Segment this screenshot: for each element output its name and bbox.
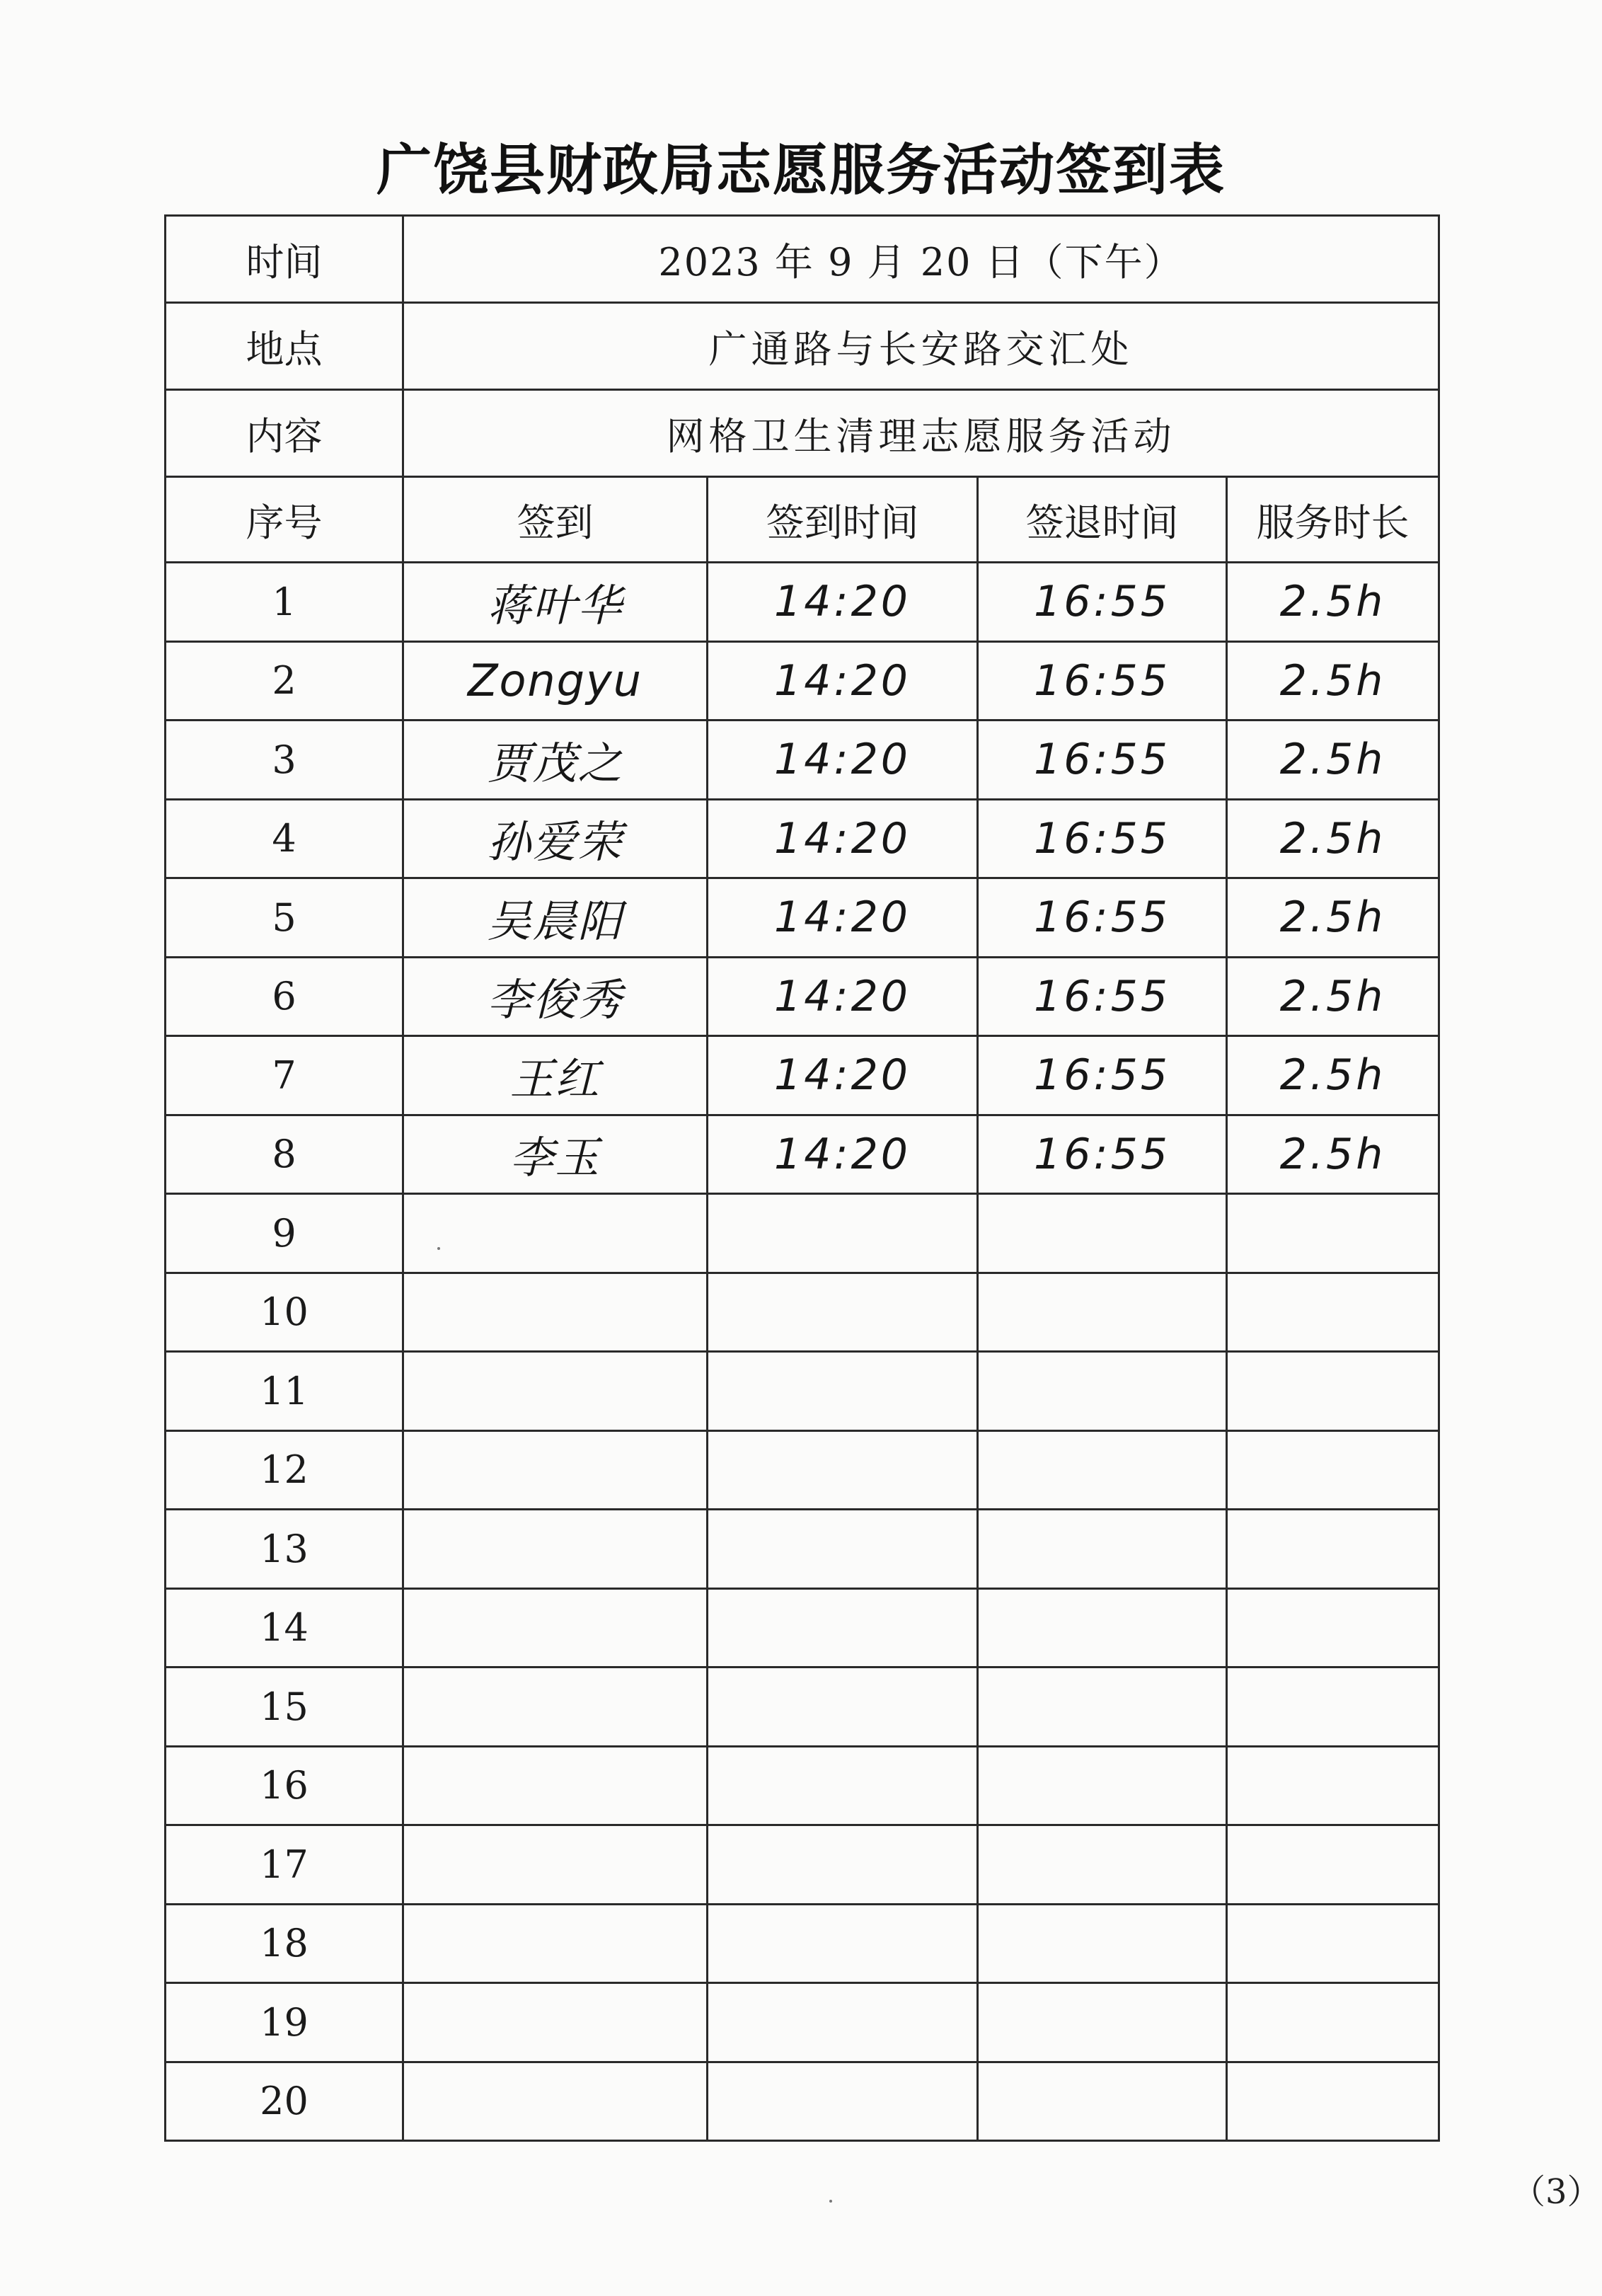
sign-in-time-cell xyxy=(708,1352,978,1431)
duration-cell xyxy=(1227,1825,1439,1905)
sign-out-time-cell xyxy=(978,1430,1227,1510)
table-row xyxy=(166,563,1439,642)
column-header-no: 序号 xyxy=(166,477,403,563)
info-row-time xyxy=(166,216,1439,303)
sign-in-time-cell: 14:20 xyxy=(708,563,978,642)
sign-in-time-cell xyxy=(708,1588,978,1668)
sign-in-time-cell: 14:20 xyxy=(708,1115,978,1194)
sign-out-time-cell xyxy=(978,2062,1227,2141)
sign-in-time-cell: 14:20 xyxy=(708,957,978,1036)
duration-cell xyxy=(1227,1904,1439,1983)
table-row xyxy=(166,1825,1439,1905)
row-number: 16 xyxy=(166,1746,403,1825)
table-row xyxy=(166,1904,1439,1983)
table-row xyxy=(166,2062,1439,2141)
page-title: 广饶县财政局志愿服务活动签到表 xyxy=(376,139,1226,202)
row-number: 10 xyxy=(166,1273,403,1352)
sign-out-time-cell xyxy=(978,1588,1227,1668)
row-number: 1 xyxy=(166,563,403,642)
duration-cell xyxy=(1227,1430,1439,1510)
sign-in-time-cell xyxy=(708,2062,978,2141)
row-number: 14 xyxy=(166,1588,403,1668)
duration-cell: 2.5h xyxy=(1227,957,1439,1036)
signature-cell xyxy=(403,1588,708,1668)
row-number: 18 xyxy=(166,1904,403,1983)
sign-out-time-cell: 16:55 xyxy=(978,878,1227,958)
signature-cell: 李玉 xyxy=(403,1115,708,1194)
time-label: 时间 xyxy=(166,216,403,303)
sign-in-time-cell: 14:20 xyxy=(708,721,978,800)
row-number: 5 xyxy=(166,878,403,958)
table-row xyxy=(166,799,1439,878)
row-number: 19 xyxy=(166,1983,403,2062)
sign-out-time-cell xyxy=(978,1746,1227,1825)
sign-in-time-cell: 14:20 xyxy=(708,878,978,958)
sign-out-time-cell xyxy=(978,1510,1227,1589)
duration-cell xyxy=(1227,2062,1439,2141)
sign-in-time-cell xyxy=(708,1983,978,2062)
table-row xyxy=(166,957,1439,1036)
page-number: （3） xyxy=(1511,2172,1601,2212)
sign-out-time-cell: 16:55 xyxy=(978,721,1227,800)
row-number: 2 xyxy=(166,641,403,721)
sign-in-time-cell xyxy=(708,1510,978,1589)
info-row-content xyxy=(166,390,1439,477)
table-row xyxy=(166,1510,1439,1589)
sign-in-time-cell: 14:20 xyxy=(708,1036,978,1115)
table-row xyxy=(166,721,1439,800)
sign-out-time-cell: 16:55 xyxy=(978,799,1227,878)
sign-out-time-cell xyxy=(978,1668,1227,1747)
duration-cell xyxy=(1227,1352,1439,1431)
duration-cell: 2.5h xyxy=(1227,721,1439,800)
signature-cell xyxy=(403,1430,708,1510)
duration-cell: 2.5h xyxy=(1227,641,1439,721)
duration-cell xyxy=(1227,1588,1439,1668)
row-number: 3 xyxy=(166,721,403,800)
sign-in-time-cell xyxy=(708,1668,978,1747)
column-header-sign: 签到 xyxy=(403,477,708,563)
sign-out-time-cell xyxy=(978,1352,1227,1431)
scan-speck xyxy=(437,1247,440,1250)
sign-out-time-cell xyxy=(978,1904,1227,1983)
row-number: 8 xyxy=(166,1115,403,1194)
info-row-place xyxy=(166,303,1439,390)
sign-in-time-cell: 14:20 xyxy=(708,799,978,878)
sign-in-time-cell xyxy=(708,1194,978,1273)
sign-out-time-cell xyxy=(978,1273,1227,1352)
column-header-sign-out-time: 签退时间 xyxy=(978,477,1227,563)
sign-out-time-cell xyxy=(978,1194,1227,1273)
table-row xyxy=(166,1115,1439,1194)
table-row xyxy=(166,1588,1439,1668)
signature-cell xyxy=(403,1983,708,2062)
duration-cell: 2.5h xyxy=(1227,1115,1439,1194)
table-row xyxy=(166,1036,1439,1115)
signature-cell xyxy=(403,1825,708,1905)
table-row xyxy=(166,878,1439,958)
column-header-sign-in-time: 签到时间 xyxy=(708,477,978,563)
duration-cell xyxy=(1227,1668,1439,1747)
signature-cell: 吴晨阳 xyxy=(403,878,708,958)
sign-in-time-cell xyxy=(708,1904,978,1983)
row-number: 6 xyxy=(166,957,403,1036)
signature-cell xyxy=(403,1352,708,1431)
sign-in-table xyxy=(164,214,1440,2142)
sign-out-time-cell: 16:55 xyxy=(978,563,1227,642)
row-number: 11 xyxy=(166,1352,403,1431)
time-value: 2023 年 9 月 20 日（下午） xyxy=(403,216,1439,303)
signature-cell: 李俊秀 xyxy=(403,957,708,1036)
signature-cell: 孙爱荣 xyxy=(403,799,708,878)
duration-cell: 2.5h xyxy=(1227,799,1439,878)
sign-out-time-cell xyxy=(978,1825,1227,1905)
content-label: 内容 xyxy=(166,390,403,477)
signature-cell: 贾茂之 xyxy=(403,721,708,800)
place-label: 地点 xyxy=(166,303,403,390)
scan-speck xyxy=(829,2200,832,2203)
table-row xyxy=(166,1430,1439,1510)
signature-cell: 蒋叶华 xyxy=(403,563,708,642)
duration-cell xyxy=(1227,1194,1439,1273)
sign-out-time-cell: 16:55 xyxy=(978,1036,1227,1115)
signature-cell: 王红 xyxy=(403,1036,708,1115)
signature-cell xyxy=(403,2062,708,2141)
sign-in-time-cell: 14:20 xyxy=(708,641,978,721)
signature-cell xyxy=(403,1510,708,1589)
duration-cell xyxy=(1227,1983,1439,2062)
signature-cell: Zongyu xyxy=(403,641,708,721)
duration-cell: 2.5h xyxy=(1227,563,1439,642)
sign-in-time-cell xyxy=(708,1825,978,1905)
row-number: 9 xyxy=(166,1194,403,1273)
row-number: 13 xyxy=(166,1510,403,1589)
row-number: 17 xyxy=(166,1825,403,1905)
signature-cell xyxy=(403,1746,708,1825)
row-number: 4 xyxy=(166,799,403,878)
duration-cell xyxy=(1227,1273,1439,1352)
table-row xyxy=(166,1983,1439,2062)
table-row xyxy=(166,1352,1439,1431)
duration-cell xyxy=(1227,1510,1439,1589)
table-row xyxy=(166,1194,1439,1273)
column-header-row xyxy=(166,477,1439,563)
row-number: 12 xyxy=(166,1430,403,1510)
signature-cell xyxy=(403,1273,708,1352)
sign-out-time-cell xyxy=(978,1983,1227,2062)
row-number: 20 xyxy=(166,2062,403,2141)
row-number: 15 xyxy=(166,1668,403,1747)
sign-in-time-cell xyxy=(708,1430,978,1510)
sign-out-time-cell: 16:55 xyxy=(978,1115,1227,1194)
sign-in-time-cell xyxy=(708,1746,978,1825)
sign-in-time-cell xyxy=(708,1273,978,1352)
duration-cell: 2.5h xyxy=(1227,878,1439,958)
column-header-duration: 服务时长 xyxy=(1227,477,1439,563)
place-value: 广通路与长安路交汇处 xyxy=(403,303,1439,390)
sign-out-time-cell: 16:55 xyxy=(978,641,1227,721)
signature-cell xyxy=(403,1904,708,1983)
table-row xyxy=(166,1668,1439,1747)
table-row xyxy=(166,641,1439,721)
duration-cell xyxy=(1227,1746,1439,1825)
table-row xyxy=(166,1746,1439,1825)
table-row xyxy=(166,1273,1439,1352)
duration-cell: 2.5h xyxy=(1227,1036,1439,1115)
signature-cell xyxy=(403,1668,708,1747)
sign-out-time-cell: 16:55 xyxy=(978,957,1227,1036)
row-number: 7 xyxy=(166,1036,403,1115)
content-value: 网格卫生清理志愿服务活动 xyxy=(403,390,1439,477)
signature-cell xyxy=(403,1194,708,1273)
